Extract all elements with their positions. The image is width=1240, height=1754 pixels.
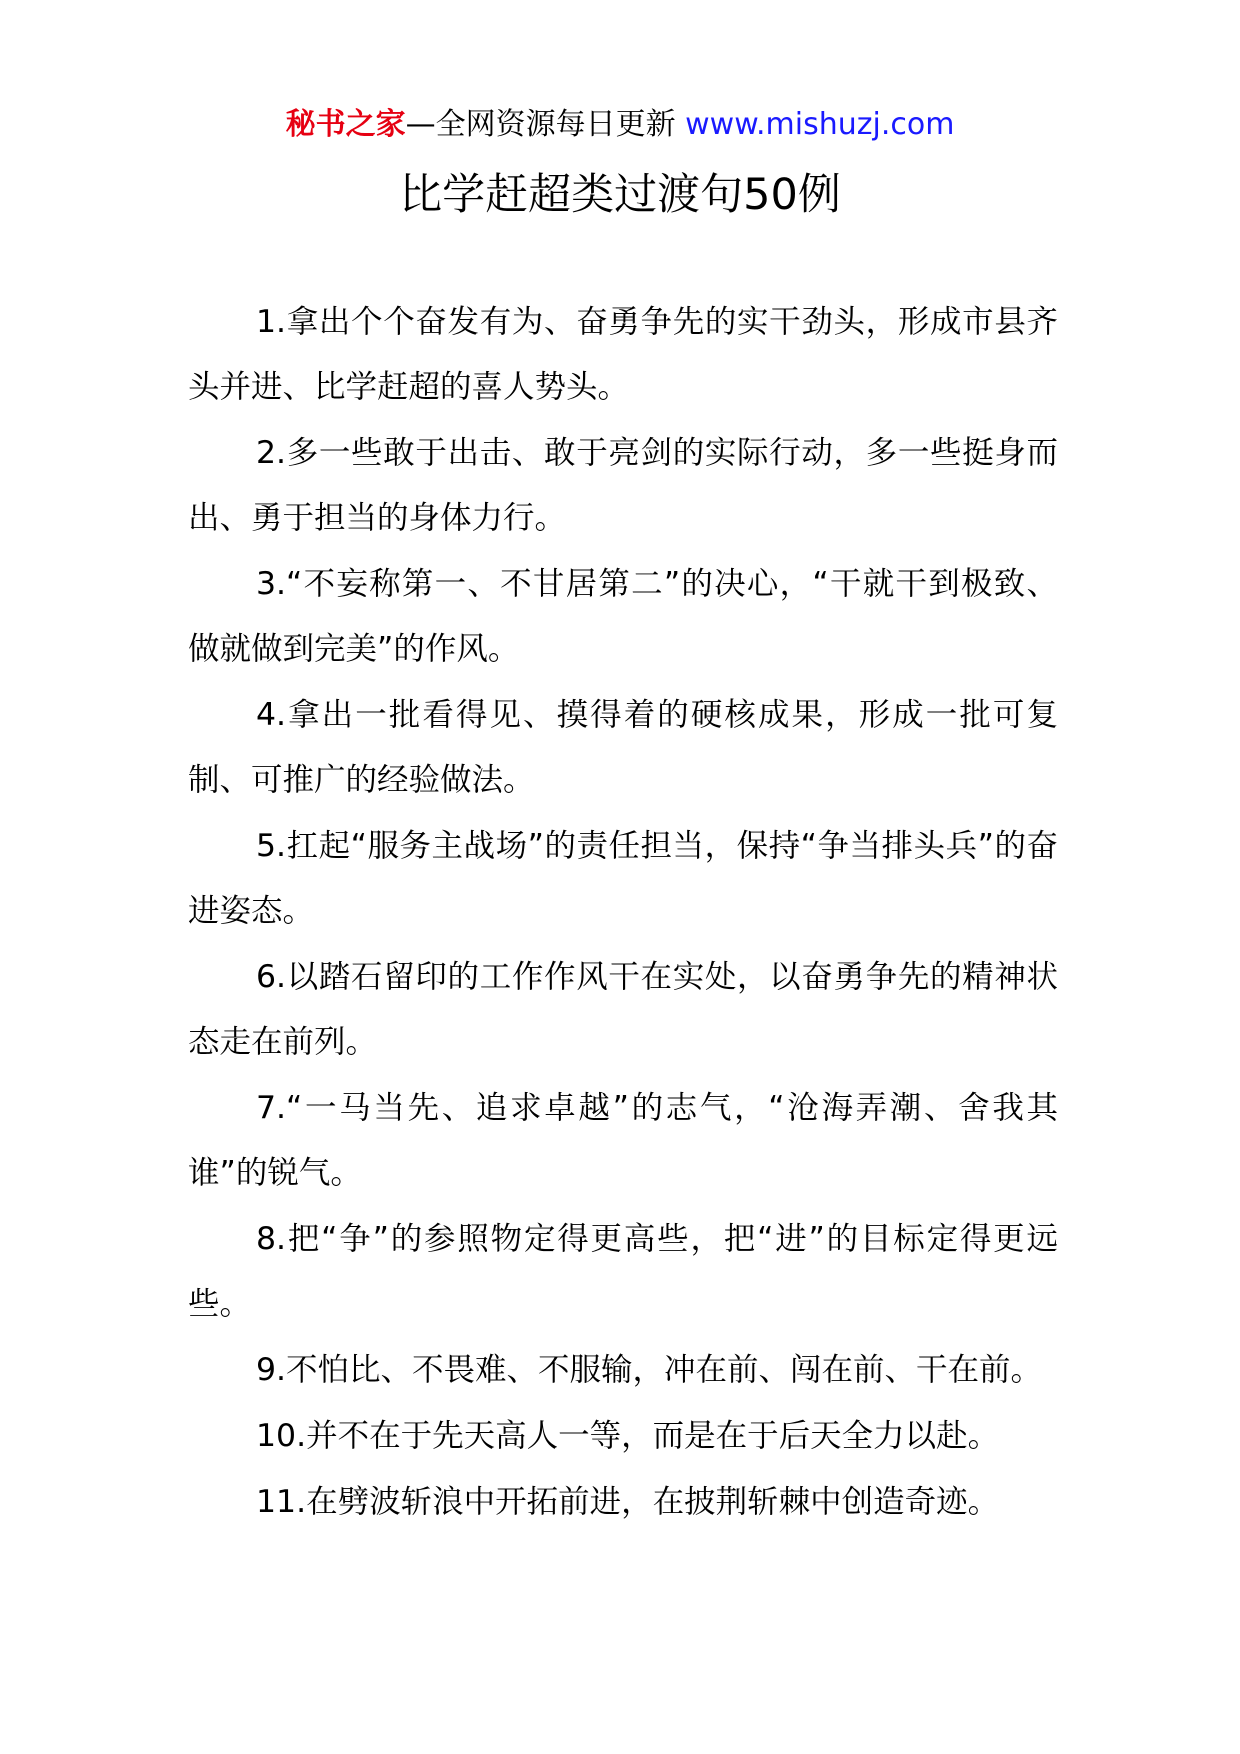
header-tagline: —全网资源每日更新	[405, 107, 686, 142]
paragraph: 11.在劈波斩浪中开拓前进，在披荆斩棘中创造奇迹。	[256, 1484, 1000, 1520]
document-body	[188, 290, 1058, 1536]
paragraph: 10.并不在于先天高人一等，而是在于后天全力以赴。	[256, 1418, 1000, 1454]
site-header	[0, 100, 1240, 150]
paragraph: 5.扛起“服务主战场”的责任担当，保持“争当排头兵”的奋进姿态。	[188, 828, 1058, 929]
paragraph: 1.拿出个个奋发有为、奋勇争先的实干劲头，形成市县齐头并进、比学赶超的喜人势头。	[188, 304, 1058, 405]
document-title: 比学赶超类过渡句50例	[399, 170, 841, 220]
paragraph: 9.不怕比、不畏难、不服输，冲在前、闯在前、干在前。	[256, 1352, 1043, 1388]
paragraph: 2.多一些敢于出击、敢于亮剑的实际行动，多一些挺身而出、勇于担当的身体力行。	[188, 435, 1058, 536]
paragraph: 6.以踏石留印的工作作风干在实处，以奋勇争先的精神状态走在前列。	[188, 959, 1058, 1060]
paragraph: 3.“不妄称第一、不甘居第二”的决心，“干就干到极致、做就做到完美”的作风。	[188, 566, 1058, 667]
brand-name: 秘书之家	[285, 107, 406, 142]
paragraph: 4.拿出一批看得见、摸得着的硬核成果，形成一批可复制、可推广的经验做法。	[188, 697, 1058, 798]
paragraph: 7.“一马当先、追求卓越”的志气，“沧海弄潮、舍我其谁”的锐气。	[188, 1090, 1058, 1191]
paragraph: 8.把“争”的参照物定得更高些，把“进”的目标定得更远些。	[188, 1221, 1058, 1322]
site-url-link[interactable]: www.mishuzj.com	[685, 107, 955, 142]
